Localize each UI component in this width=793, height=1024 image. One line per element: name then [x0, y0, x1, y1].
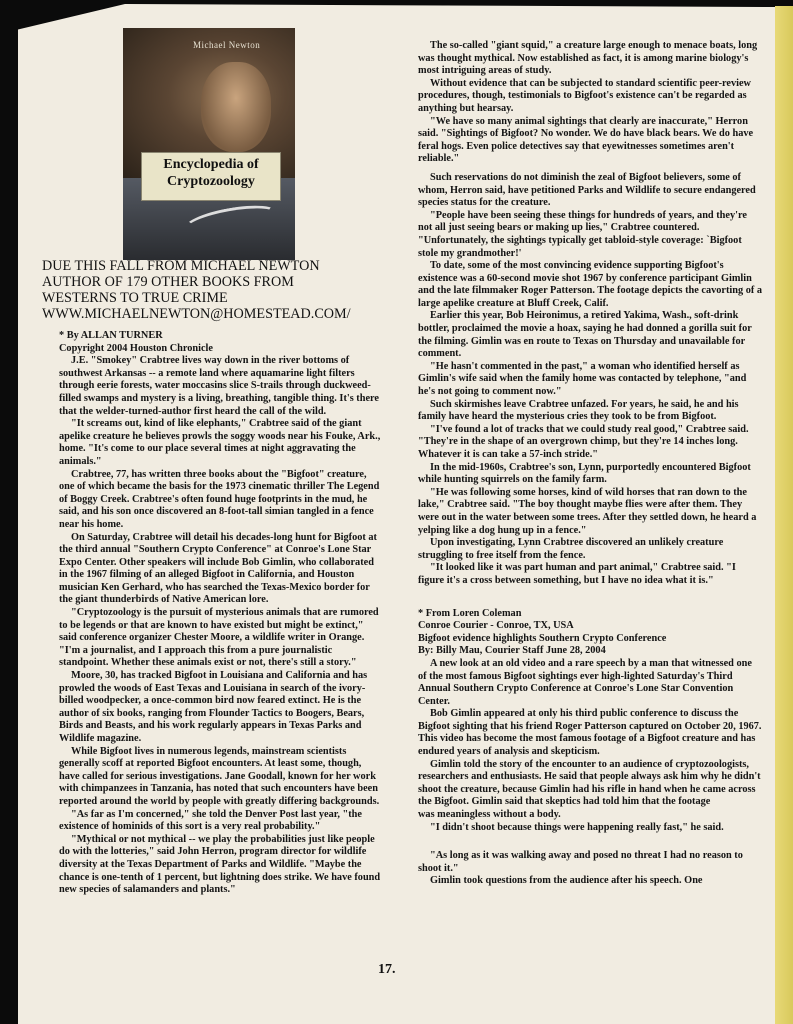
paragraph: To date, some of the most convincing evidence supporting Bigfoot's existence was a 60-second movie shot 1967 by conference participant Gimlin and the late filmmaker Roger Patterson. The footage depicts the cavorting of a large apelike creature at Bluff Creek, Calif.	[418, 260, 763, 309]
paragraph: Gimlin took questions from the audience after his speech. One	[430, 875, 703, 887]
paragraph: * By ALLAN TURNER	[59, 330, 163, 341]
paragraph: "It looked like it was part human and part animal," Crabtree said. "I figure it's a cross between something, but I have no idea what it is."	[418, 562, 736, 586]
paragraph: Conroe Courier - Conroe, TX, USA	[418, 620, 574, 632]
paragraph: Moore, 30, has tracked Bigfoot in Louisiana and California and has prowled the woods of East Texas and Louisiana in search of the ivory-billed woodpecker, a once-common bird now feared extinct. He is the author of six books, ranging from Flounder Tactics to Boogers, Bears, Birds and Beasts, and his work regularly appears in Texas Parks and Wildlife magazine.	[59, 670, 368, 744]
background-left	[0, 0, 18, 1024]
right-column	[418, 40, 763, 888]
paragraph: Crabtree, 77, has written three books about the "Bigfoot" creature, one of which became the basis for the 1973 cinematic thriller The Legend of Boggy Creek. Crabtree's often found huge footprints in the mud, he said, and his son once discovered an 8-foot-tall simian tangled in a fence near his home.	[59, 468, 380, 530]
paragraph: While Bigfoot lives in numerous legends, mainstream scientists generally scoff at reported Bigfoot encounters. At least some, though, have called for serious investigations. Jane Goodall, known for her work with chimpanzees in Tanzania, has noted that such encounters have been reported around the world by people with greatly differing backgrounds.	[59, 745, 380, 807]
paragraph: "He hasn't commented in the past," a woman who identified herself as Gimlin's wife said when the family home was contacted by telephone, "and he's not going to comment now."	[418, 360, 747, 398]
cover-title-line2: Cryptozoology	[167, 174, 255, 189]
paragraph: Earlier this year, Bob Heironimus, a retired Yakima, Wash., soft-drink bottler, proclaimed the movie a hoax, saying he had donned a gorilla suit for the filming. Gimlin was en route to Texas on Thursday and unavailable for comment.	[418, 310, 752, 360]
paragraph: J.E. "Smokey" Crabtree lives way down in the river bottoms of southwest Arkansas -- a remote land where aquamarine light filters through eerie forests, water moccasins slice S-trails through duckweed-filled swamps and mystery is a living, breathing, tangible thing. It's there that the welder-turned-author first heard the call of the wild.	[59, 355, 379, 417]
promo-line: DUE THIS FALL FROM MICHAEL NEWTON	[42, 258, 320, 274]
cover-creature-face	[201, 62, 271, 152]
promo-line: AUTHOR OF 179 OTHER BOOKS FROM	[42, 274, 294, 290]
paragraph: Such reservations do not diminish the zeal of Bigfoot believers, some of whom, Herron said, have petitioned Parks and Wildlife to secure endangered species status for the creature.	[418, 171, 756, 209]
paragraph: A new look at an old video and a rare speech by a man that witnessed one of the most famous Bigfoot sightings ever high-lighted Saturday's Third Annual Southern Crypto Conference at Conroe's Lone Star Convention Center.	[418, 657, 752, 707]
paragraph: On Saturday, Crabtree will detail his decades-long hunt for Bigfoot at the third annual "Southern Crypto Conference" at Conroe's Lone Star Expo Center. Other speakers will include Bob Gimlin, who collaborated in the 1967 filming of an alleged Bigfoot in California, and Houston musician Ken Gerhard, who has searched the Texas-Mexico border for the giant thunderbirds of Native American lore.	[59, 531, 377, 606]
paragraph: "As far as I'm concerned," she told the Denver Post last year, "the existence of hominids of this sort is a very real probability."	[59, 808, 362, 833]
paragraph: Upon investigating, Lynn Crabtree discovered an unlikely creature struggling to free itself from the fence.	[418, 537, 724, 561]
paragraph: "We have so many animal sightings that clearly are inaccurate," Herron said. "Sightings of Bigfoot? No wonder. We do have black bears. We do have feral hogs. Even police detectives say that eyewitnesses sometimes aren't reliable."	[418, 115, 754, 165]
cover-title-line1: Encyclopedia of	[163, 157, 259, 172]
paragraph: By: Billy Mau, Courier Staff June 28, 2004	[418, 645, 606, 657]
folder-edge	[775, 6, 793, 1024]
left-column	[59, 330, 381, 897]
paragraph: "I didn't shoot because things were happening really fast," he said.	[430, 821, 724, 833]
paragraph: "People have been seeing these things for hundreds of years, and they're not all just seeing bears or making up lies," Crabtree countered. "Unfortunately, the sightings typically get tabloid-style coverage: `Bigfoot stole my grandmother!'	[418, 209, 747, 259]
cover-title	[141, 152, 281, 201]
paragraph: Copyright 2004 Houston Chronicle	[59, 342, 213, 354]
paragraph: Bob Gimlin appeared at only his third public conference to discuss the Bigfoot sighting that his friend Roger Patterson captured on October 20, 1967. This video has become the most famous footage of a Bigfoot creature and has endured years of analysis and skepticism.	[418, 708, 762, 758]
paragraph: Gimlin told the story of the encounter to an audience of cryptozoologists, researchers and enthusiasts. He said that people always ask him why he didn't shoot the creature, because Gimlin had his rifle in hand when he came across the Bigfoot. Gimlin said that skeptics had told him that the footage	[418, 758, 761, 808]
paragraph: Without evidence that can be subjected to standard scientific peer-review procedures, though, testimonials to Bigfoot's existence can't be regarded as anything but hearsay.	[418, 77, 751, 114]
paragraph: "It screams out, kind of like elephants," Crabtree said of the giant apelike creature he believes prowls the soggy woods near his Fouke, Ark., home. "It's come to our place several times at night aggravating the animals."	[59, 418, 381, 467]
paragraph: "He was following some horses, kind of wild horses that ran down to the lake," Crabtree said. "The boy thought maybe flies were after them. They were out in the water between some trees. After they settled down, he heard a yelping like a dog hung up in a fence."	[418, 486, 757, 536]
book-cover-image	[123, 28, 295, 260]
page-number: 17.	[378, 962, 396, 977]
paragraph: "Mythical or not mythical -- we play the probabilities just like people do with the lotteries," said John Herron, program director for wildlife diversity at the Texas Department of Parks and Wildlife. "Maybe the chance is one-tenth of 1 percent, but lightning does strike. We have found new species of salamanders and plants."	[59, 833, 381, 896]
promo-text	[42, 258, 402, 322]
paragraph: In the mid-1960s, Crabtree's son, Lynn, purportedly encountered Bigfoot while hunting squirrels on the family farm.	[418, 461, 751, 486]
paragraph: was meaningless without a body.	[418, 809, 561, 821]
promo-line: WWW.MICHAELNEWTON@HOMESTEAD.COM/	[42, 306, 351, 322]
promo-line: WESTERNS TO TRUE CRIME	[42, 290, 228, 306]
paragraph: * From Loren Coleman	[418, 607, 522, 619]
paragraph: The so-called "giant squid," a creature large enough to menace boats, long was thought mythical. Now established as fact, it is among marine biology's most intriguing areas of study.	[418, 40, 758, 77]
cover-author: Michael Newton	[193, 40, 261, 50]
paragraph: "As long as it was walking away and posed no threat I had no reason to shoot it."	[418, 850, 743, 874]
paragraph: "Cryptozoology is the pursuit of mysterious animals that are rumored to be legends or that are known to have existed but might be extinct," said conference organizer Chester Moore, a wildlife writer in Orange. "I'm a journalist, and I approach this from a pure journalistic standpoint. Whether these animals exist or not, there's still a story."	[59, 607, 379, 669]
paragraph: "I've found a lot of tracks that we could study real good," Crabtree said. "They're in the shape of an overgrown chimp, but they're 14 inches long. Whatever it is can take a 57-inch stride."	[418, 423, 749, 460]
paragraph: Such skirmishes leave Crabtree unfazed. For years, he said, he and his family have heard the mysterious cries they took to be from Bigfoot.	[418, 398, 739, 423]
paragraph: Bigfoot evidence highlights Southern Crypto Conference	[418, 632, 667, 644]
